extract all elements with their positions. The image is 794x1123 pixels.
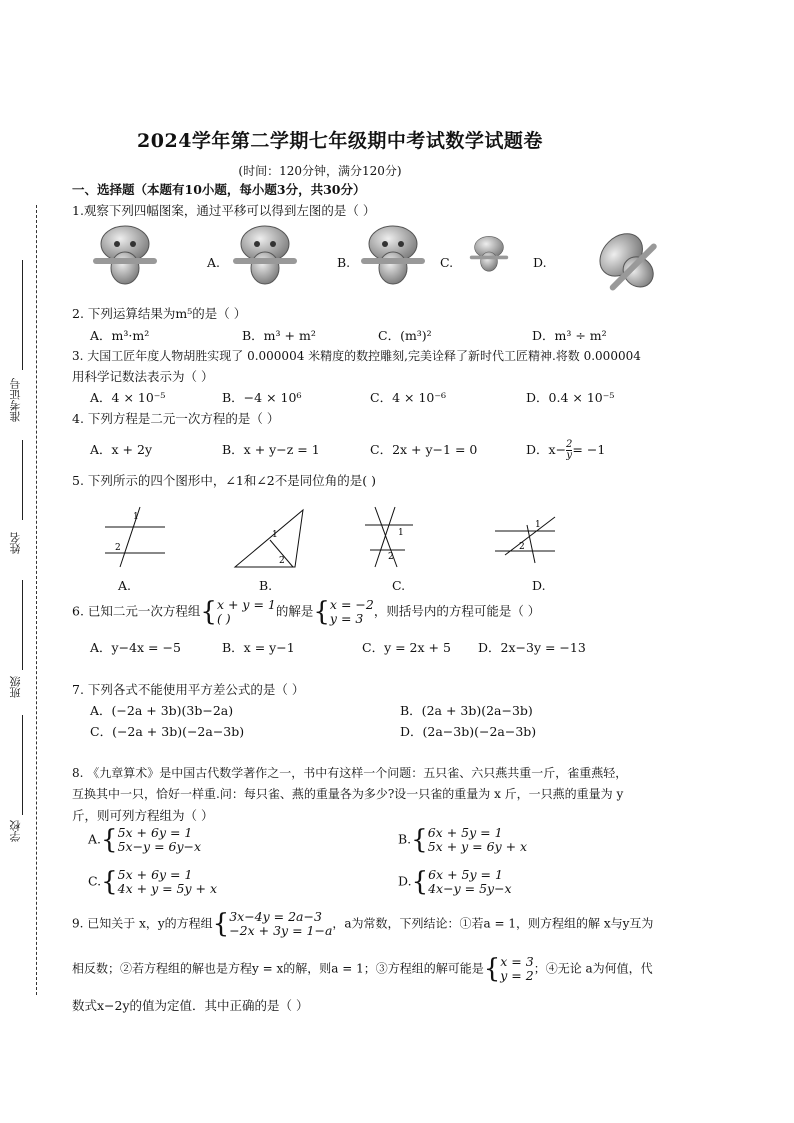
- q7-text: 7. 下列各式不能使用平方差公式的是（ ）: [72, 682, 305, 697]
- fill-line-id: [22, 260, 23, 370]
- q6-option-c: C．y = 2x + 5: [362, 640, 451, 655]
- fill-line-school: [22, 715, 23, 815]
- q5-figure-d: [495, 517, 555, 563]
- q3-text-2: 用科学记数法表示为（ ）: [72, 369, 214, 384]
- q4-option-d: D．x− $\frac{2}{y}$ = −1: [526, 439, 606, 461]
- label-school: 学校: [9, 820, 22, 842]
- q8-text-3: 斤，则可列方程组为（ ）: [72, 808, 214, 823]
- q7-option-b: B．(2a + 3b)(2a−3b): [400, 703, 533, 718]
- q9-text-1: 9. 已知关于 x，y的方程组{ 3x−4y = 2a−3 −2x + 3y = 1−a ，a为常数，下列结论：①若a = 1，则方程组的解 x与y互为: [72, 909, 654, 939]
- q5-a-angle1: 1: [133, 512, 139, 522]
- q1-label-d: D.: [533, 255, 547, 270]
- q8-option-b: B.{ 6x + 5y = 1 5x + y = 6y + x: [398, 825, 528, 855]
- page-title: 2024学年第二学期七年级期中考试数学试题卷: [137, 130, 543, 152]
- q3-option-a: A．4 × 10⁻⁵: [90, 390, 166, 405]
- q5-label-b: B.: [259, 578, 273, 593]
- q2-option-a: A．m³·m²: [90, 328, 150, 343]
- q5-c-angle2: 2: [388, 552, 394, 562]
- label-class: 班级: [9, 676, 22, 698]
- q5-b-angle1: 1: [272, 530, 278, 540]
- q2-option-c: C．(m³)²: [378, 328, 432, 343]
- q3-option-d: D．0.4 × 10⁻⁵: [526, 390, 615, 405]
- binding-dashed-line: [36, 205, 37, 995]
- q6-text: 6. 已知二元一次方程组{ x + y = 1 ( ) 的解是{ x = −2 y = 3 ，则括号内的方程可能是（ ）: [72, 597, 541, 627]
- section-heading: 一、选择题（本题有10小题，每小题3分，共30分）: [72, 182, 366, 197]
- mascot-original: [93, 226, 157, 284]
- q5-figure-b: [235, 510, 303, 567]
- q5-figures: [95, 505, 675, 575]
- mascot-b: [361, 226, 425, 284]
- fill-line-name: [22, 440, 23, 520]
- q5-label-a: A.: [118, 578, 132, 593]
- label-exam-id: 准考证号: [9, 378, 22, 422]
- mascot-c: [470, 236, 508, 271]
- q5-d-angle1: 1: [535, 520, 541, 530]
- mascot-d: [586, 222, 672, 292]
- q5-d-angle2: 2: [519, 542, 525, 552]
- mascot-a: [233, 226, 297, 284]
- q7-option-c: C．(−2a + 3b)(−2a−3b): [90, 724, 245, 739]
- q5-label-c: C.: [392, 578, 406, 593]
- q1-text: 1.观察下列四幅图案，通过平移可以得到左图的是（ ）: [72, 203, 376, 218]
- q4-text: 4. 下列方程是二元一次方程的是（ ）: [72, 411, 280, 426]
- q7-option-d: D．(2a−3b)(−2a−3b): [400, 724, 537, 739]
- q3-option-c: C．4 × 10⁻⁶: [370, 390, 446, 405]
- q5-a-angle2: 2: [115, 543, 121, 553]
- q5-c-angle1: 1: [398, 528, 404, 538]
- q2-option-d: D．m³ ÷ m²: [532, 328, 607, 343]
- q6-option-a: A．y−4x = −5: [90, 640, 181, 655]
- q1-label-a: A.: [207, 255, 221, 270]
- q1-figures: [85, 222, 685, 292]
- label-name: 姓名: [9, 532, 22, 554]
- q7-option-a: A．(−2a + 3b)(3b−2a): [90, 703, 234, 718]
- q8-text-2: 互换其中一只，恰好一样重.问：每只雀、燕的重量各为多少?设一只雀的重量为 x 斤，一只燕的重量为 y: [72, 787, 624, 801]
- q2-text: 2. 下列运算结果为m⁵的是（ ）: [72, 306, 247, 321]
- q8-option-a: A.{ 5x + 6y = 1 5x−y = 6y−x: [88, 825, 202, 855]
- q5-label-d: D.: [532, 578, 546, 593]
- fill-line-class: [22, 580, 23, 670]
- q6-option-b: B．x = y−1: [222, 640, 295, 655]
- q8-option-c: C.{ 5x + 6y = 1 4x + y = 5y + x: [88, 867, 218, 897]
- q3-option-b: B．−4 × 10⁶: [222, 390, 302, 405]
- q9-text-2: 相反数；②若方程组的解也是方程y = x的解，则a = 1；③方程组的解可能是{ x = 3 y = 2 ；④无论 a为何值，代: [72, 954, 653, 984]
- q1-label-c: C.: [440, 255, 454, 270]
- q4-option-c: C．2x + y−1 = 0: [370, 442, 478, 457]
- q4-option-b: B．x + y−z = 1: [222, 442, 320, 457]
- q8-option-d: D.{ 6x + 5y = 1 4x−y = 5y−x: [398, 867, 512, 897]
- q1-label-b: B.: [337, 255, 351, 270]
- q2-option-b: B．m³ + m²: [242, 328, 316, 343]
- q9-text-3: 数式x−2y的值为定值．其中正确的是（ ）: [72, 998, 309, 1013]
- q5-b-angle2: 2: [279, 556, 285, 566]
- q8-text-1: 8. 《九章算术》是中国古代数学著作之一，书中有这样一个问题：五只雀、六只燕共重一斤，雀重燕轻，: [72, 766, 628, 780]
- q3-text-1: 3. 大国工匠年度人物胡胜实现了 0.000004 米精度的数控雕刻,完美诠释了新时代工匠精神.将数 0.000004: [72, 349, 641, 363]
- q6-option-d: D．2x−3y = −13: [478, 640, 586, 655]
- q4-option-a: A．x + 2y: [90, 442, 153, 457]
- exam-info: (时间：120分钟，满分120分): [238, 164, 402, 178]
- q5-text: 5. 下列所示的四个图形中，∠1和∠2不是同位角的是( ): [72, 473, 376, 488]
